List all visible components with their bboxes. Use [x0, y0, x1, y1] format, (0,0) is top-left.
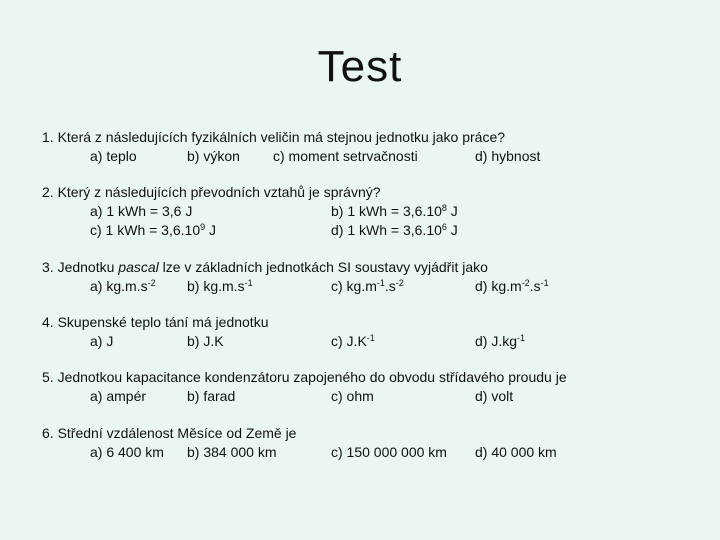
option-c-unit: J — [205, 222, 217, 238]
question-6-option-b: b) 384 000 km — [187, 444, 277, 460]
option-c-base: c) kg.m — [331, 278, 377, 294]
option-c-base: c) J.K — [331, 333, 367, 349]
page-title: Test — [317, 42, 403, 91]
question-3-text — [42, 258, 488, 276]
question-2-option-d — [331, 221, 458, 239]
option-b-exponent: -1 — [244, 278, 253, 288]
question-3-text-pre: 3. Jednotku — [42, 259, 119, 275]
question-5-text: 5. Jednotkou kapacitance kondenzátoru zapojeného do obvodu střídavého proudu je — [42, 369, 567, 385]
option-c-exponent-1: -1 — [376, 278, 385, 288]
option-d-unit: J — [446, 222, 458, 238]
option-b-exponent: 8 — [441, 203, 447, 213]
option-d-exponent-1: -2 — [521, 278, 530, 288]
question-6-text: 6. Střední vzdálenost Měsíce od Země je — [42, 425, 297, 441]
question-2-option-b — [331, 202, 458, 220]
option-a-base: a) kg.m.s — [90, 278, 148, 294]
question-1-option-a: a) teplo — [90, 148, 137, 164]
question-2-option-a: a) 1 kWh = 3,6 J — [90, 203, 193, 219]
question-4-option-b: b) J.K — [187, 333, 224, 349]
question-5-option-c: c) ohm — [331, 388, 374, 404]
question-4-option-c — [331, 332, 375, 350]
question-5-option-a: a) ampér — [90, 388, 147, 404]
question-3-option-c — [331, 277, 404, 295]
option-b-unit: J — [446, 203, 458, 219]
question-4-text: 4. Skupenské teplo tání má jednotku — [42, 314, 269, 330]
question-6-option-d: d) 40 000 km — [475, 444, 557, 460]
option-c-exponent: 9 — [200, 222, 206, 232]
question-3-text-post: lze v základních jednotkách SI soustavy vyjádřit jako — [158, 259, 488, 275]
question-3-option-d — [475, 277, 549, 295]
question-5-option-d: d) volt — [475, 388, 514, 404]
question-6-option-c: c) 150 000 000 km — [331, 444, 447, 460]
question-6-option-a: a) 6 400 km — [90, 444, 164, 460]
question-4-option-a: a) J — [90, 333, 114, 349]
option-c-base: c) 1 kWh = 3,6.10 — [90, 222, 201, 238]
option-d-exponent: -1 — [517, 333, 526, 343]
option-d-exponent-2: -1 — [540, 278, 549, 288]
question-1-option-c: c) moment setrvačnosti — [273, 148, 418, 164]
option-c-mid: .s — [384, 278, 396, 294]
question-1-text: 1. Která z následujících fyzikálních veličin má stejnou jednotku jako práce? — [42, 129, 506, 145]
option-c-exponent-2: -2 — [395, 278, 404, 288]
option-b-base: b) kg.m.s — [187, 278, 245, 294]
option-d-exponent: 6 — [441, 222, 447, 232]
question-1-option-b: b) výkon — [187, 148, 240, 164]
option-d-base: d) kg.m — [475, 278, 522, 294]
option-d-base: d) J.kg — [475, 333, 518, 349]
question-3-option-b — [187, 277, 253, 295]
option-d-mid: .s — [529, 278, 541, 294]
option-d-base: d) 1 kWh = 3,6.10 — [331, 222, 442, 238]
question-2-option-c — [90, 221, 216, 239]
question-4-option-d — [475, 332, 525, 350]
option-b-base: b) 1 kWh = 3,6.10 — [331, 203, 442, 219]
question-5-option-b: b) farad — [187, 388, 236, 404]
question-3-option-a — [90, 277, 156, 295]
question-1-option-d: d) hybnost — [475, 148, 541, 164]
option-c-exponent: -1 — [366, 333, 375, 343]
question-3-text-em: pascal — [118, 259, 159, 275]
question-2-text: 2. Který z následujících převodních vztahů je správný? — [42, 184, 381, 200]
option-a-exponent: -2 — [147, 278, 156, 288]
